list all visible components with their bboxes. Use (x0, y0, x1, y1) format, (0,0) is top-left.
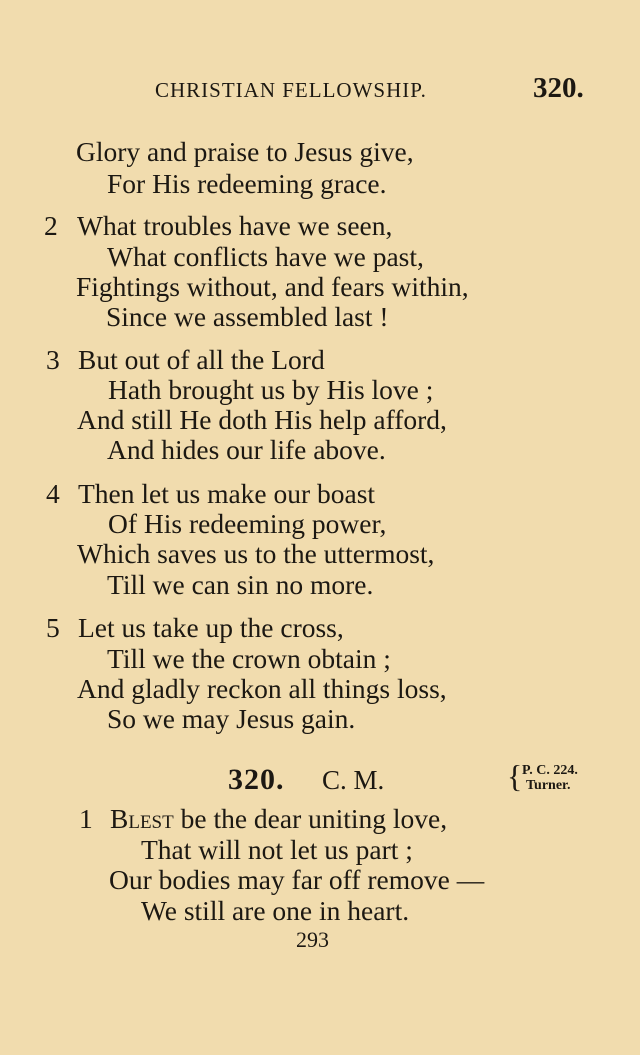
verse-line: Then let us make our boast (78, 478, 376, 509)
verse-line: For His redeeming grace. (107, 168, 387, 199)
hymn-number: 320. (228, 763, 285, 796)
verse-line: But out of all the Lord (78, 344, 325, 375)
verse-line (110, 805, 447, 833)
first-word: Blest (110, 803, 174, 834)
stanza-number: 2 (44, 210, 58, 241)
verse-line: Till we the crown obtain ; (107, 643, 391, 674)
verse-line: And hides our life above. (107, 434, 386, 465)
brace-glyph: { (507, 758, 523, 794)
verse-line: Fightings without, and fears within, (76, 271, 469, 302)
verse-line: So we may Jesus gain. (107, 703, 356, 734)
verse-line: Let us take up the cross, (78, 612, 344, 643)
stanza-number: 3 (46, 344, 60, 375)
page-number: 293 (296, 927, 329, 952)
verse-line: Since we assembled last ! (106, 301, 389, 332)
verse-line: Glory and praise to Jesus give, (76, 136, 414, 167)
verse-line: Of His redeeming power, (108, 508, 387, 539)
verse-line: And gladly reckon all things loss, (77, 673, 447, 704)
verse-line: Our bodies may far off remove — (109, 864, 485, 895)
verse-line: That will not let us part ; (141, 834, 413, 865)
first-line-rest: be the dear uniting love, (173, 803, 448, 834)
verse-line: And still He doth His help afford, (77, 404, 447, 435)
tune-reference: P. C. 224. (522, 763, 578, 778)
tune-name: Turner. (526, 778, 571, 793)
verse-line: Which saves us to the uttermost, (77, 538, 435, 569)
verse-line: Till we can sin no more. (107, 569, 374, 600)
verse-line: What troubles have we seen, (77, 210, 393, 241)
verse-line: We still are one in heart. (141, 895, 410, 926)
stanza-number: 4 (46, 478, 60, 509)
running-head: CHRISTIAN FELLOWSHIP. (155, 78, 427, 102)
stanza-number: 1 (79, 803, 93, 834)
verse-line: What conflicts have we past, (107, 241, 424, 272)
hymn-meter: C. M. (322, 765, 385, 795)
verse-line: Hath brought us by His love ; (108, 374, 434, 405)
running-head-hymn-number: 320. (533, 72, 584, 104)
stanza-number: 5 (46, 612, 60, 643)
